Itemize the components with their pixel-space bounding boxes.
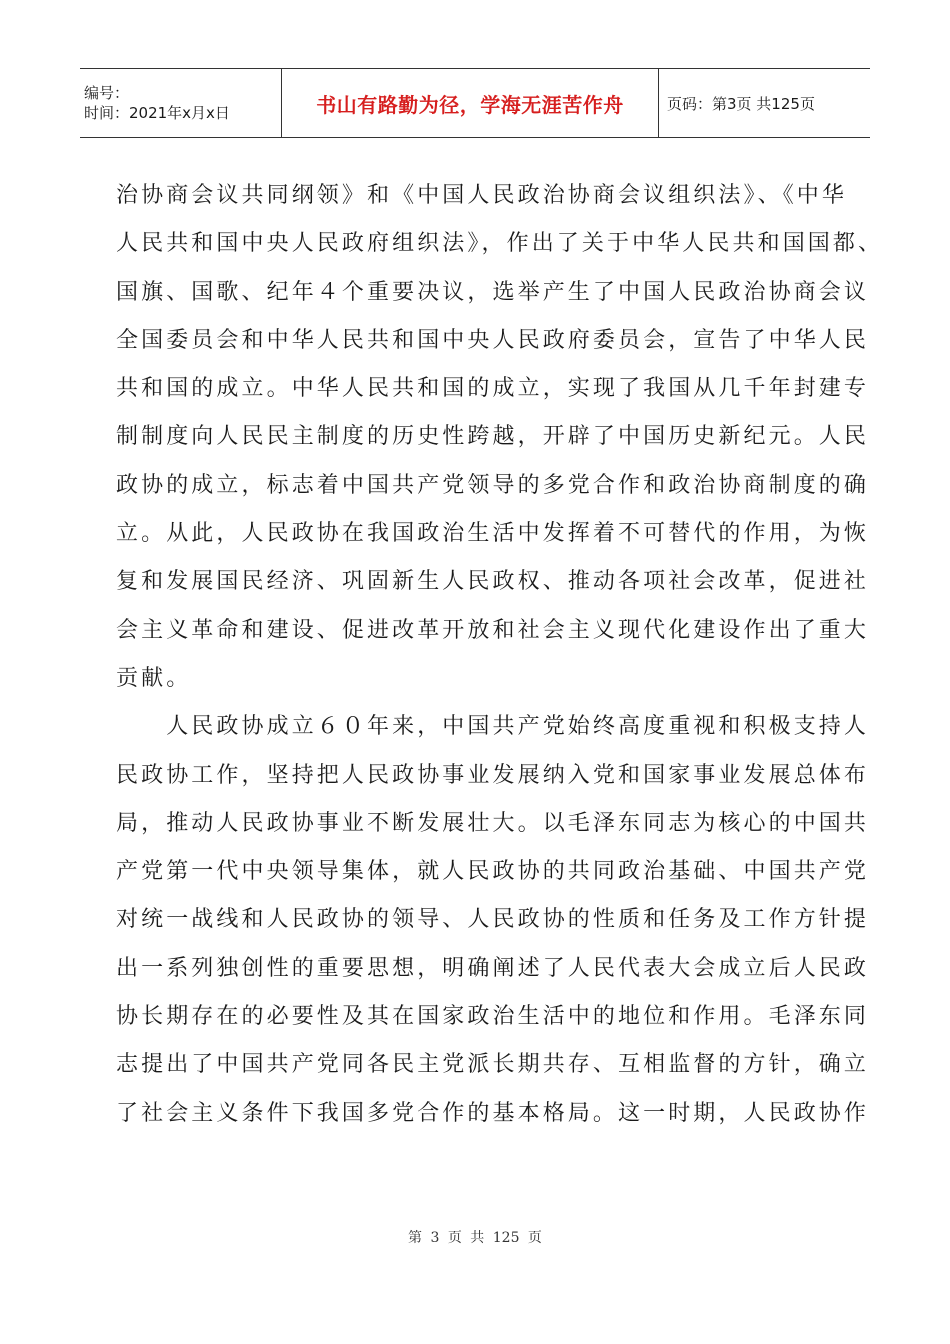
body-line: 人民共和国中央人民政府组织法》，作出了关于中华人民共和国国都、 — [116, 231, 884, 257]
document-date: 时间：2021年x月x日 — [84, 104, 230, 122]
body-line: 志提出了中国共产党同各民主党派长期共存、互相监督的方针，确立 — [116, 1052, 870, 1078]
body-line: 贡献。 — [116, 665, 192, 691]
body-line: 制制度向人民民主制度的历史性跨越，开辟了中国历史新纪元。人民 — [116, 424, 870, 450]
header-motto: 书山有路勤为径，学海无涯苦作舟 — [316, 92, 624, 117]
page-footer: 第 3 页 共 125 页 — [408, 1230, 542, 1246]
body-line: 立。从此，人民政协在我国政治生活中发挥着不可替代的作用，为恢 — [116, 521, 870, 547]
body-line: 民政协工作，坚持把人民政协事业发展纳入党和国家事业发展总体布 — [116, 762, 870, 788]
body-line: 治协商会议共同纲领》和《中国人民政治协商会议组织法》、《中华 — [116, 183, 848, 208]
header-page-cell — [659, 69, 870, 137]
body-line: 对统一战线和人民政协的领导、人民政协的性质和任务及工作方针提 — [116, 907, 870, 933]
header-motto-cell — [282, 69, 659, 137]
body-line: 了社会主义条件下我国多党合作的基本格局。这一时期，人民政协作 — [116, 1100, 870, 1126]
body-line: 产党第一代中央领导集体，就人民政协的共同政治基础、中国共产党 — [116, 859, 870, 885]
body-line: 政协的成立，标志着中国共产党领导的多党合作和政治协商制度的确 — [116, 472, 870, 498]
body-line: 局，推动人民政协事业不断发展壮大。以毛泽东同志为核心的中国共 — [116, 810, 870, 836]
body-line: 协长期存在的必要性及其在国家政治生活中的地位和作用。毛泽东同 — [116, 1004, 870, 1030]
body-line: 全国委员会和中华人民共和国中央人民政府委员会，宣告了中华人民 — [116, 327, 870, 353]
body-text — [116, 172, 884, 1138]
body-line: 出一系列独创性的重要思想，明确阐述了人民代表大会成立后人民政 — [116, 955, 870, 981]
header-meta — [80, 69, 282, 137]
body-line: 人民政协成立６０年来，中国共产党始终高度重视和积极支持人 — [116, 714, 870, 740]
body-line: 国旗、国歌、纪年４个重要决议，选举产生了中国人民政治协商会议 — [116, 279, 870, 305]
header-page-info: 页码：第3页 共125页 — [667, 94, 815, 113]
body-line: 共和国的成立。中华人民共和国的成立，实现了我国从几千年封建专 — [116, 376, 870, 402]
body-line: 会主义革命和建设、促进改革开放和社会主义现代化建设作出了重大 — [116, 617, 870, 643]
body-line: 复和发展国民经济、巩固新生人民政权、推动各项社会改革，促进社 — [116, 569, 870, 595]
document-header — [80, 68, 870, 138]
document-number-label: 编号： — [84, 84, 130, 102]
